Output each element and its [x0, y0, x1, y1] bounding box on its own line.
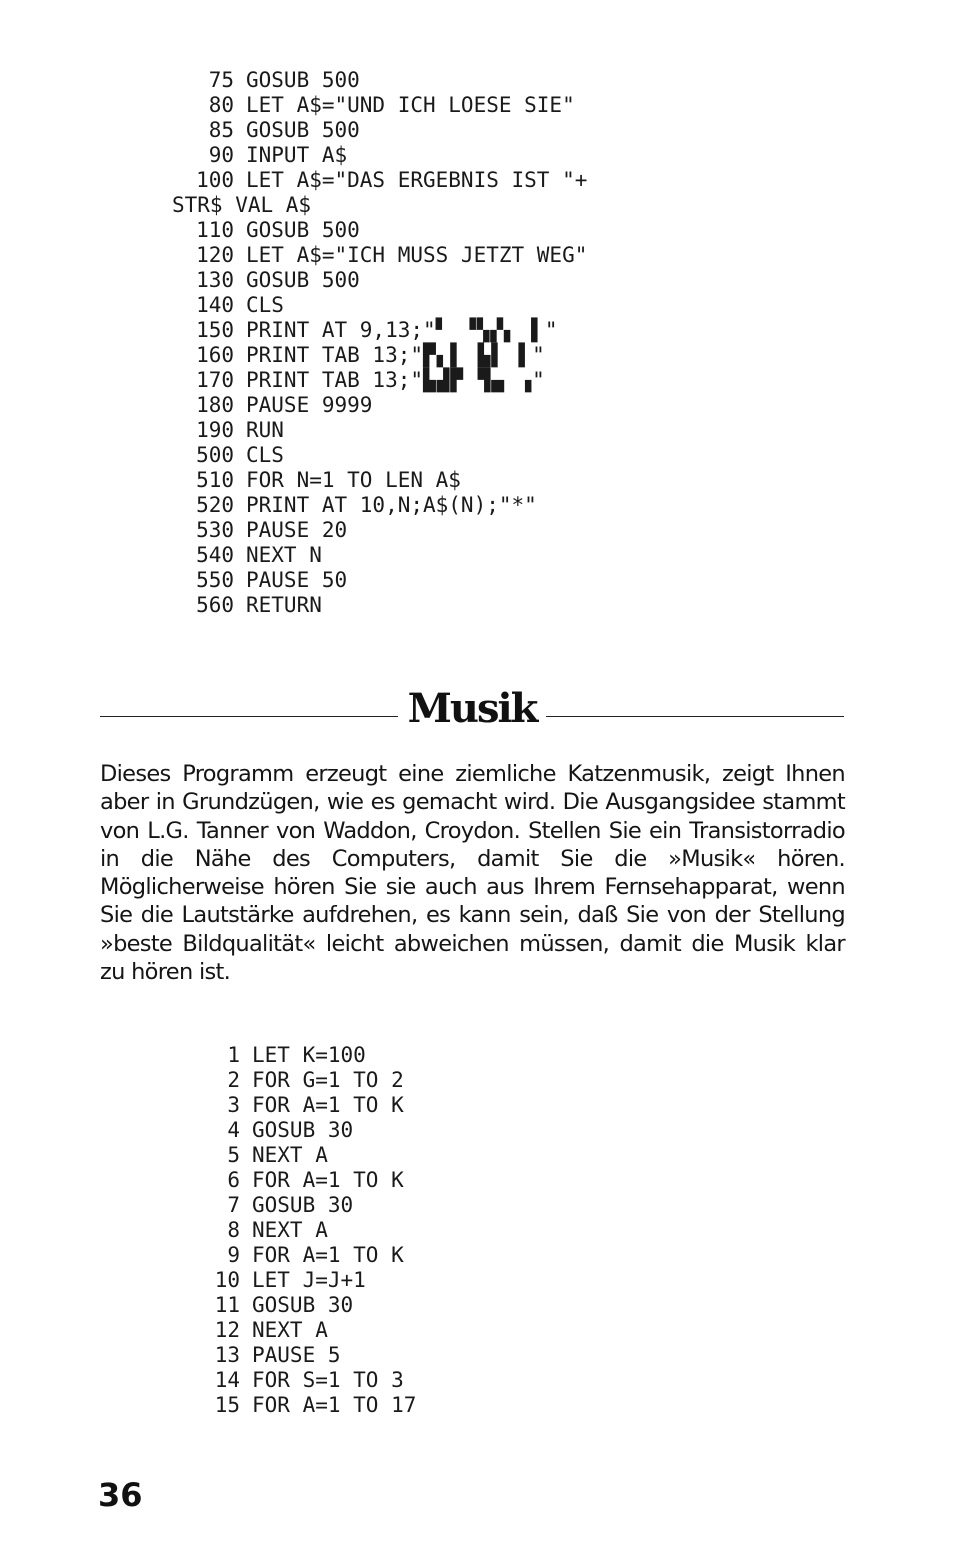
code-line	[212, 1393, 416, 1418]
line-number: 9	[227, 1243, 240, 1267]
code-text: NEXT A	[252, 1318, 328, 1342]
code-line	[212, 1118, 416, 1143]
code-line	[172, 368, 587, 393]
line-number: 530	[196, 518, 234, 542]
code-text: INPUT A$	[246, 143, 348, 167]
line-number: 110	[196, 218, 234, 242]
code-text: NEXT N	[246, 543, 322, 567]
code-line	[172, 118, 587, 143]
code-text: LET A$="DAS ERGEBNIS IST "+	[246, 168, 588, 192]
line-number: 550	[196, 568, 234, 592]
line-number: 120	[196, 243, 234, 267]
code-text: GOSUB 30	[252, 1193, 354, 1217]
line-number: 180	[196, 393, 234, 417]
line-number: 6	[227, 1168, 240, 1192]
code-text: GOSUB 30	[252, 1118, 354, 1142]
code-text: GOSUB 500	[246, 218, 360, 242]
code-line	[212, 1343, 416, 1368]
code-text: LET A$="ICH MUSS JETZT WEG"	[246, 243, 588, 267]
line-number: 13	[214, 1343, 240, 1367]
line-number: 85	[208, 118, 234, 142]
line-number: 80	[208, 93, 234, 117]
line-number: 14	[214, 1368, 240, 1392]
code-text-tail: "	[544, 318, 558, 342]
code-text: RUN	[246, 418, 284, 442]
line-number: 190	[196, 418, 234, 442]
line-number: 7	[227, 1193, 240, 1217]
line-number: 540	[196, 543, 234, 567]
code-line	[212, 1243, 416, 1268]
graphics-characters: ▛▖▌ ▙▌ ▌	[423, 343, 533, 367]
code-text: FOR S=1 TO 3	[252, 1368, 404, 1392]
code-line	[212, 1093, 416, 1118]
line-number: 560	[196, 593, 234, 617]
code-line	[212, 1068, 416, 1093]
code-line	[172, 543, 587, 568]
graphics-characters: ▙▟▛ ▜▄ ▗	[423, 368, 533, 392]
line-number: 3	[227, 1093, 240, 1117]
page-number: 36	[98, 1476, 143, 1514]
code-line	[172, 168, 587, 193]
line-number: 510	[196, 468, 234, 492]
code-line	[212, 1268, 416, 1293]
code-line	[172, 443, 587, 468]
line-number: 150	[196, 318, 234, 342]
line-number: 140	[196, 293, 234, 317]
line-number: 8	[227, 1218, 240, 1242]
code-line	[172, 343, 587, 368]
code-line	[172, 493, 587, 518]
code-line	[212, 1193, 416, 1218]
code-line	[212, 1318, 416, 1343]
code-line	[172, 568, 587, 593]
line-number: 520	[196, 493, 234, 517]
line-number: 90	[208, 143, 234, 167]
code-line	[172, 193, 587, 218]
program-listing-bottom	[212, 1043, 416, 1418]
code-text: PAUSE 20	[246, 518, 348, 542]
code-text: PAUSE 9999	[246, 393, 373, 417]
code-text: NEXT A	[252, 1218, 328, 1242]
code-text: FOR N=1 TO LEN A$	[246, 468, 461, 492]
code-text: FOR A=1 TO K	[252, 1093, 404, 1117]
line-number: 170	[196, 368, 234, 392]
code-text: GOSUB 500	[246, 118, 360, 142]
code-line	[212, 1218, 416, 1243]
code-text: CLS	[246, 443, 284, 467]
code-line	[212, 1143, 416, 1168]
code-line	[172, 468, 587, 493]
code-text-tail: "	[532, 368, 545, 392]
code-text: FOR A=1 TO 17	[252, 1393, 417, 1417]
code-text: PAUSE 5	[252, 1343, 341, 1367]
code-text: PRINT AT 9,13;"	[246, 318, 436, 342]
line-number: 500	[196, 443, 234, 467]
code-text: RETURN	[246, 593, 322, 617]
code-line	[172, 243, 587, 268]
code-line	[172, 393, 587, 418]
section-title: Musik	[407, 685, 537, 732]
code-text-tail: "	[532, 343, 545, 367]
code-text: PAUSE 50	[246, 568, 348, 592]
code-line	[212, 1043, 416, 1068]
line-number: 2	[227, 1068, 240, 1092]
code-text: GOSUB 500	[246, 268, 360, 292]
line-number: 11	[214, 1293, 240, 1317]
code-line	[172, 293, 587, 318]
code-text: GOSUB 30	[252, 1293, 354, 1317]
code-text: STR$ VAL A$	[172, 193, 312, 217]
code-line	[172, 68, 587, 93]
line-number: 75	[208, 68, 234, 92]
code-text: LET K=100	[252, 1043, 366, 1067]
code-text: PRINT AT 10,N;A$(N);"*"	[246, 493, 537, 517]
line-number: 160	[196, 343, 234, 367]
code-line	[212, 1368, 416, 1393]
code-text: PRINT TAB 13;"	[246, 368, 424, 392]
code-line	[172, 418, 587, 443]
code-text: FOR A=1 TO K	[252, 1243, 404, 1267]
code-text: LET J=J+1	[252, 1268, 366, 1292]
code-text: CLS	[246, 293, 284, 317]
graphics-characters: ▘ ▝▚▞▖ ▌	[435, 318, 545, 342]
code-text: LET A$="UND ICH LOESE SIE"	[246, 93, 575, 117]
line-number: 12	[214, 1318, 240, 1342]
body-paragraph: Dieses Programm erzeugt eine ziemliche Katzenmusik, zeigt Ihnen aber in Grundzügen, wie es gemacht wird. Die Ausgangsidee stammt von L.G. Tanner von Waddon, Croydon. Stellen Sie ein Transistorradio in die Nähe des Computers, damit Sie die »Musik« hören. Möglicherweise hören Sie sie auch aus Ihrem Fernsehapparat, wenn Sie die Lautstärke aufdrehen, es kann sein, daß Sie von der Stellung »beste Bildqualität« leicht abweichen müssen, damit die Musik klar zu hören ist.	[100, 761, 845, 986]
line-number: 4	[227, 1118, 240, 1142]
code-line	[172, 143, 587, 168]
heading-rule-left	[100, 716, 398, 717]
line-number: 100	[196, 168, 234, 192]
code-text: NEXT A	[252, 1143, 328, 1167]
line-number: 15	[214, 1393, 240, 1417]
line-number: 130	[196, 268, 234, 292]
code-line	[172, 268, 587, 293]
code-line	[172, 93, 587, 118]
code-text: PRINT TAB 13;"	[246, 343, 424, 367]
line-number: 1	[227, 1043, 240, 1067]
code-text: FOR A=1 TO K	[252, 1168, 404, 1192]
code-line	[212, 1293, 416, 1318]
code-line	[212, 1168, 416, 1193]
code-line	[172, 518, 587, 543]
code-line	[172, 318, 587, 343]
line-number: 5	[227, 1143, 240, 1167]
code-line	[172, 218, 587, 243]
program-listing-top	[172, 68, 587, 618]
line-number: 10	[214, 1268, 240, 1292]
section-heading	[100, 686, 844, 736]
code-text: FOR G=1 TO 2	[252, 1068, 404, 1092]
code-line	[172, 593, 587, 618]
code-text: GOSUB 500	[246, 68, 360, 92]
heading-rule-right	[546, 716, 844, 717]
